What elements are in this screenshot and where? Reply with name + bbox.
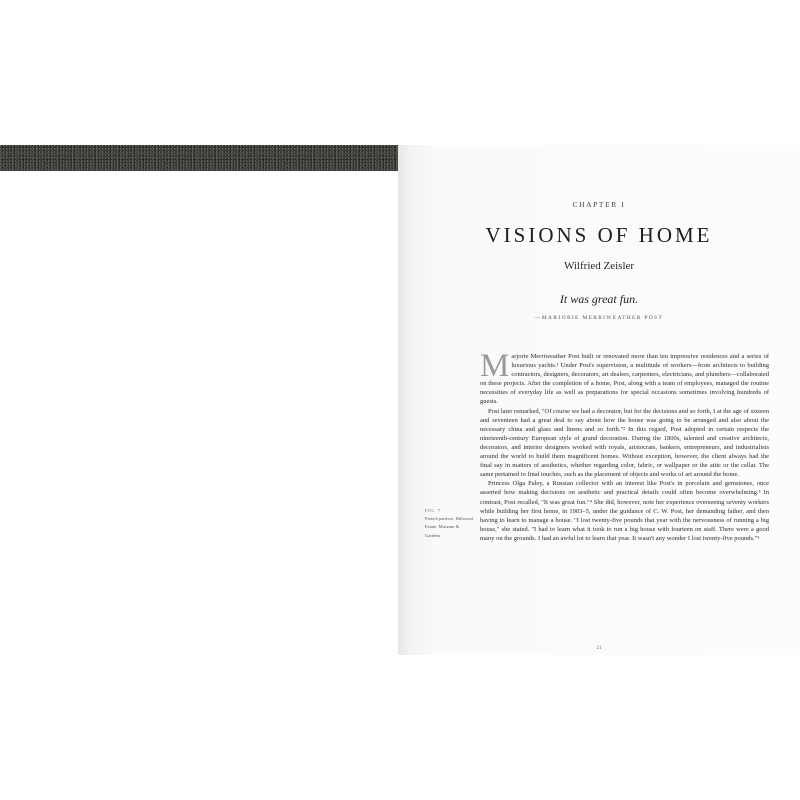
epigraph-quote: It was great fun. bbox=[559, 292, 639, 306]
drop-cap: M bbox=[480, 348, 510, 384]
paragraph-1 bbox=[480, 348, 769, 407]
textured-band bbox=[0, 145, 398, 171]
chapter-label: CHAPTER I bbox=[572, 200, 626, 209]
body-text bbox=[480, 348, 769, 543]
paragraph-2: Post later remarked, "Of course we had a decorator, but for the decisions and so forth, I at the age of sixteen and seventeen had a great deal to say about how the house was going to be arranged and also about the necessary china and glass and linens and so forth."² In this regard, Post adopted in certain respects the nineteenth-century European style of grand decoration. During the 1800s, talented and creative architects, decorators, and interior designers worked with royals, aristocrats, bankers, entrepreneurs, and industrialists around the world to build them magnificent homes. Without exception, however, the client always had the final say in matters of aesthetics, whether regarding color, fabric, or wallpaper or the attic or the cellar. The same pertained to final touches, such as the placement of objects and works of art around the home. bbox=[480, 407, 769, 479]
figure-caption-text: French parterre, Hillwood Estate, Museum & Gardens bbox=[425, 516, 473, 538]
right-page bbox=[398, 145, 800, 655]
figure-caption bbox=[425, 507, 473, 540]
left-page bbox=[0, 145, 398, 655]
author-name: Wilfried Zeisler bbox=[563, 260, 635, 272]
epigraph-attribution: —MARJORIE MERRIWEATHER POST bbox=[535, 315, 663, 321]
page-number: 21 bbox=[596, 646, 602, 651]
chapter-title: VISIONS OF HOME bbox=[485, 223, 713, 247]
figure-label: FIG. 7 bbox=[425, 508, 441, 513]
paragraph-1-text: arjorie Merriweather Post built or renovated more than ten impressive residences and a series of luxurious yachts.¹ Under Post's supervision, a multitude of workers—from architects to building contractors, designers, decorators, art dealers, carpenters, electricians, and plumbers—collaborated on these projects. After the completion of a home, Post, along with a team of employees, managed the routine necessities of everyday life as well as preparations for special occasions sometimes involving hundreds of guests. bbox=[480, 353, 769, 406]
paragraph-3: Princess Olga Paley, a Russian collector with an interest like Post's in porcelain and gemstones, once asserted how making decisions on aesthetic and practical details could often become overwhelming.³ In contrast, Post recalled, "It was great fun."⁴ She did, however, note her experience overseeing seventy workers while building her first home, in 1903–5, under the guidance of C. W. Post, her demanding father, and then having to learn to manage a house. "I lost twenty-five pounds that year with the nervousness of running a big house," she stated. "I had to learn what it took to run a big house with fourteen on staff. There were a good many on the grounds. I had an awful lot to learn that year. It wasn't any wonder I lost twenty-five pounds."⁵ bbox=[480, 480, 769, 542]
